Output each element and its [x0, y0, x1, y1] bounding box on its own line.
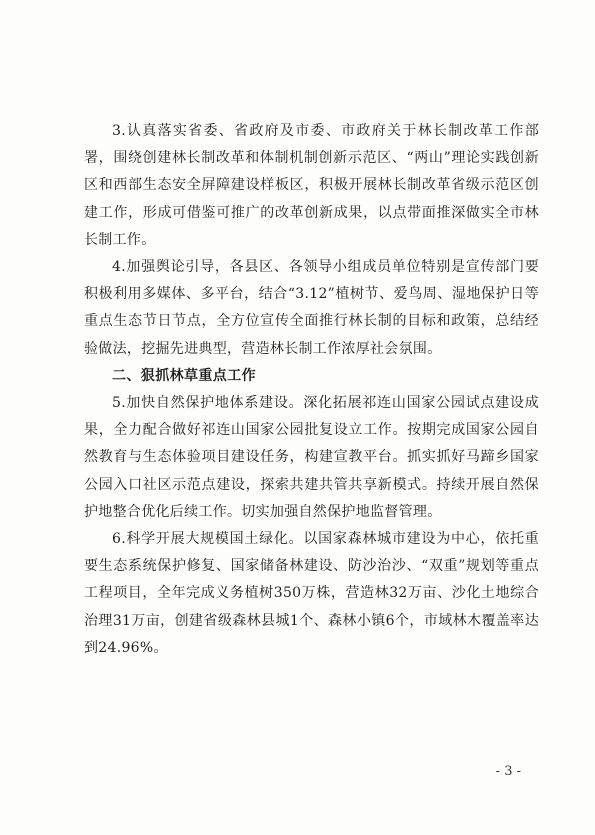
paragraph-5: 5.加快自然保护地体系建设。深化拓展祁连山国家公园试点建设成果，全力配合做好祁连山国家公园批复设立工作。按期完成国家公园自然教育与生态体验项目建设任务，构建宣教平台。抓实抓好马蹄乡国家公园入口社区示范点建设，探索共建共管共享新模式。持续开展自然保护地整合优化后续工作。切实加强自然保护地监督管理。	[84, 395, 539, 520]
section-heading: 二、狠抓林草重点工作	[112, 367, 256, 384]
paragraph-6: 6.科学开展大规模国土绿化。以国家森林城市建设为中心，依托重要生态系统保护修复、国家储备林建设、防沙治沙、“双重”规划等重点工程项目，全年完成义务植树350万株，营造林32万亩、沙化土地综合治理31万亩，创建省级森林县城1个、森林小镇6个，市域林木覆盖率达到24.96%。	[84, 531, 539, 656]
page-number: - 3 -	[495, 764, 521, 779]
paragraph-3: 3.认真落实省委、省政府及市委、市政府关于林长制改革工作部署，围绕创建林长制改革和体制机制创新示范区、“两山”理论实践创新区和西部生态安全屏障建设样板区，积极开展林长制改革省级示范区创建工作，形成可借鉴可推广的改革创新成果，以点带面推深做实全市林长制工作。	[84, 123, 539, 248]
document-body	[84, 118, 539, 662]
paragraph-4: 4.加强舆论引导，各县区、各领导小组成员单位特别是宣传部门要积极利用多媒体、多平台，结合“3.12”植树节、爱鸟周、湿地保护日等重点生态节日节点，全方位宣传全面推行林长制的目标和政策，总结经验做法，挖掘先进典型，营造林长制工作浓厚社会氛围。	[84, 259, 539, 357]
